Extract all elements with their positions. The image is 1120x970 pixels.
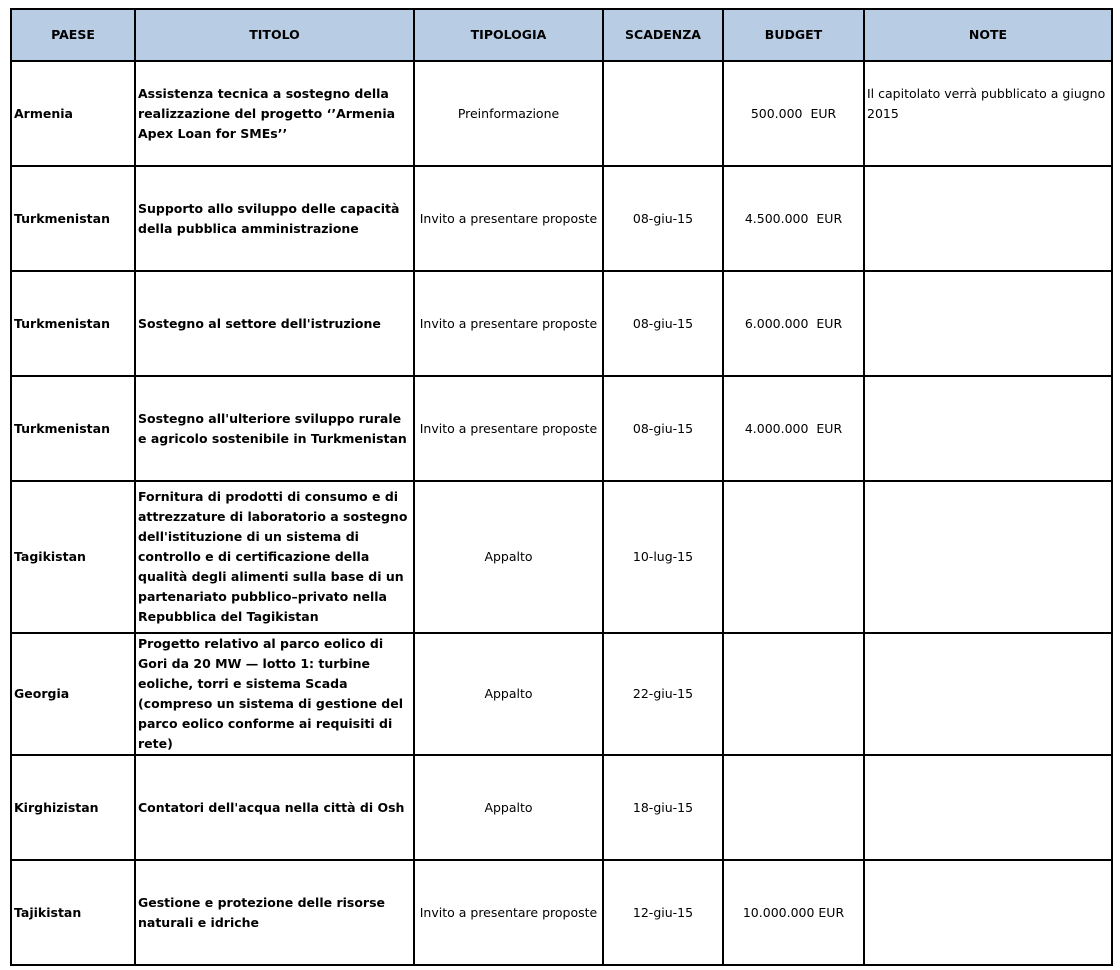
cell-budget: 4.500.000 EUR xyxy=(723,166,864,271)
cell-note xyxy=(864,860,1112,965)
cell-scadenza: 08-giu-15 xyxy=(603,166,723,271)
table-row xyxy=(11,376,1112,481)
cell-tipologia: Invito a presentare proposte xyxy=(414,376,603,481)
table-row xyxy=(11,481,1112,633)
cell-note xyxy=(864,61,1112,166)
cell-note xyxy=(864,633,1112,755)
cell-scadenza xyxy=(603,61,723,166)
cell-tipologia: Appalto xyxy=(414,481,603,633)
cell-tipologia: Invito a presentare proposte xyxy=(414,860,603,965)
cell-note xyxy=(864,755,1112,860)
cell-budget: 4.000.000 EUR xyxy=(723,376,864,481)
header-row xyxy=(11,9,1112,61)
tenders-table xyxy=(10,8,1113,966)
table-row xyxy=(11,755,1112,860)
cell-titolo: Gestione e protezione delle risorse naturali e idriche xyxy=(135,860,414,965)
cell-paese: Tajikistan xyxy=(11,860,135,965)
cell-budget xyxy=(723,755,864,860)
table-row xyxy=(11,271,1112,376)
cell-scadenza: 08-giu-15 xyxy=(603,376,723,481)
table-row xyxy=(11,860,1112,965)
cell-titolo: Sostegno al settore dell'istruzione xyxy=(135,271,414,376)
cell-paese: Tagikistan xyxy=(11,481,135,633)
cell-note xyxy=(864,376,1112,481)
cell-budget: 10.000.000 EUR xyxy=(723,860,864,965)
cell-paese: Kirghizistan xyxy=(11,755,135,860)
cell-note xyxy=(864,271,1112,376)
cell-paese: Georgia xyxy=(11,633,135,755)
header-note: NOTE xyxy=(864,9,1112,61)
cell-titolo: Supporto allo sviluppo delle capacità della pubblica amministrazione xyxy=(135,166,414,271)
table-row xyxy=(11,633,1112,755)
header-titolo: TITOLO xyxy=(135,9,414,61)
cell-scadenza: 18-giu-15 xyxy=(603,755,723,860)
cell-paese: Turkmenistan xyxy=(11,166,135,271)
cell-titolo: Progetto relativo al parco eolico di Gori da 20 MW — lotto 1: turbine eoliche, torri e sistema Scada (compreso un sistema di gestione del parco eolico conforme ai requisiti di rete) xyxy=(135,633,414,755)
cell-budget: 6.000.000 EUR xyxy=(723,271,864,376)
cell-tipologia: Appalto xyxy=(414,755,603,860)
header-budget: BUDGET xyxy=(723,9,864,61)
cell-paese: Turkmenistan xyxy=(11,376,135,481)
cell-paese: Turkmenistan xyxy=(11,271,135,376)
header-tipologia: TIPOLOGIA xyxy=(414,9,603,61)
table-row xyxy=(11,61,1112,166)
cell-scadenza: 08-giu-15 xyxy=(603,271,723,376)
cell-note xyxy=(864,166,1112,271)
cell-budget xyxy=(723,633,864,755)
cell-titolo: Fornitura di prodotti di consumo e di attrezzature di laboratorio a sostegno dell'istituzione di un sistema di controllo e di certificazione della qualità degli alimenti sulla base di un partenariato pubblico–privato nella Repubblica del Tagikistan xyxy=(135,481,414,633)
cell-titolo: Assistenza tecnica a sostegno della realizzazione del progetto ‘’Armenia Apex Loan for SMEs’’ xyxy=(135,61,414,166)
cell-tipologia: Invito a presentare proposte xyxy=(414,271,603,376)
note-text: Il capitolato verrà pubblicato a giugno 2015 xyxy=(867,85,1106,121)
cell-note xyxy=(864,481,1112,633)
cell-tipologia: Invito a presentare proposte xyxy=(414,166,603,271)
cell-tipologia: Preinformazione xyxy=(414,61,603,166)
header-paese: PAESE xyxy=(11,9,135,61)
header-scadenza: SCADENZA xyxy=(603,9,723,61)
cell-budget xyxy=(723,481,864,633)
table-row xyxy=(11,166,1112,271)
cell-scadenza: 12-giu-15 xyxy=(603,860,723,965)
cell-budget: 500.000 EUR xyxy=(723,61,864,166)
cell-paese: Armenia xyxy=(11,61,135,166)
cell-tipologia: Appalto xyxy=(414,633,603,755)
cell-titolo: Sostegno all'ulteriore sviluppo rurale e agricolo sostenibile in Turkmenistan xyxy=(135,376,414,481)
cell-scadenza: 10-lug-15 xyxy=(603,481,723,633)
cell-scadenza: 22-giu-15 xyxy=(603,633,723,755)
cell-titolo: Contatori dell'acqua nella città di Osh xyxy=(135,755,414,860)
